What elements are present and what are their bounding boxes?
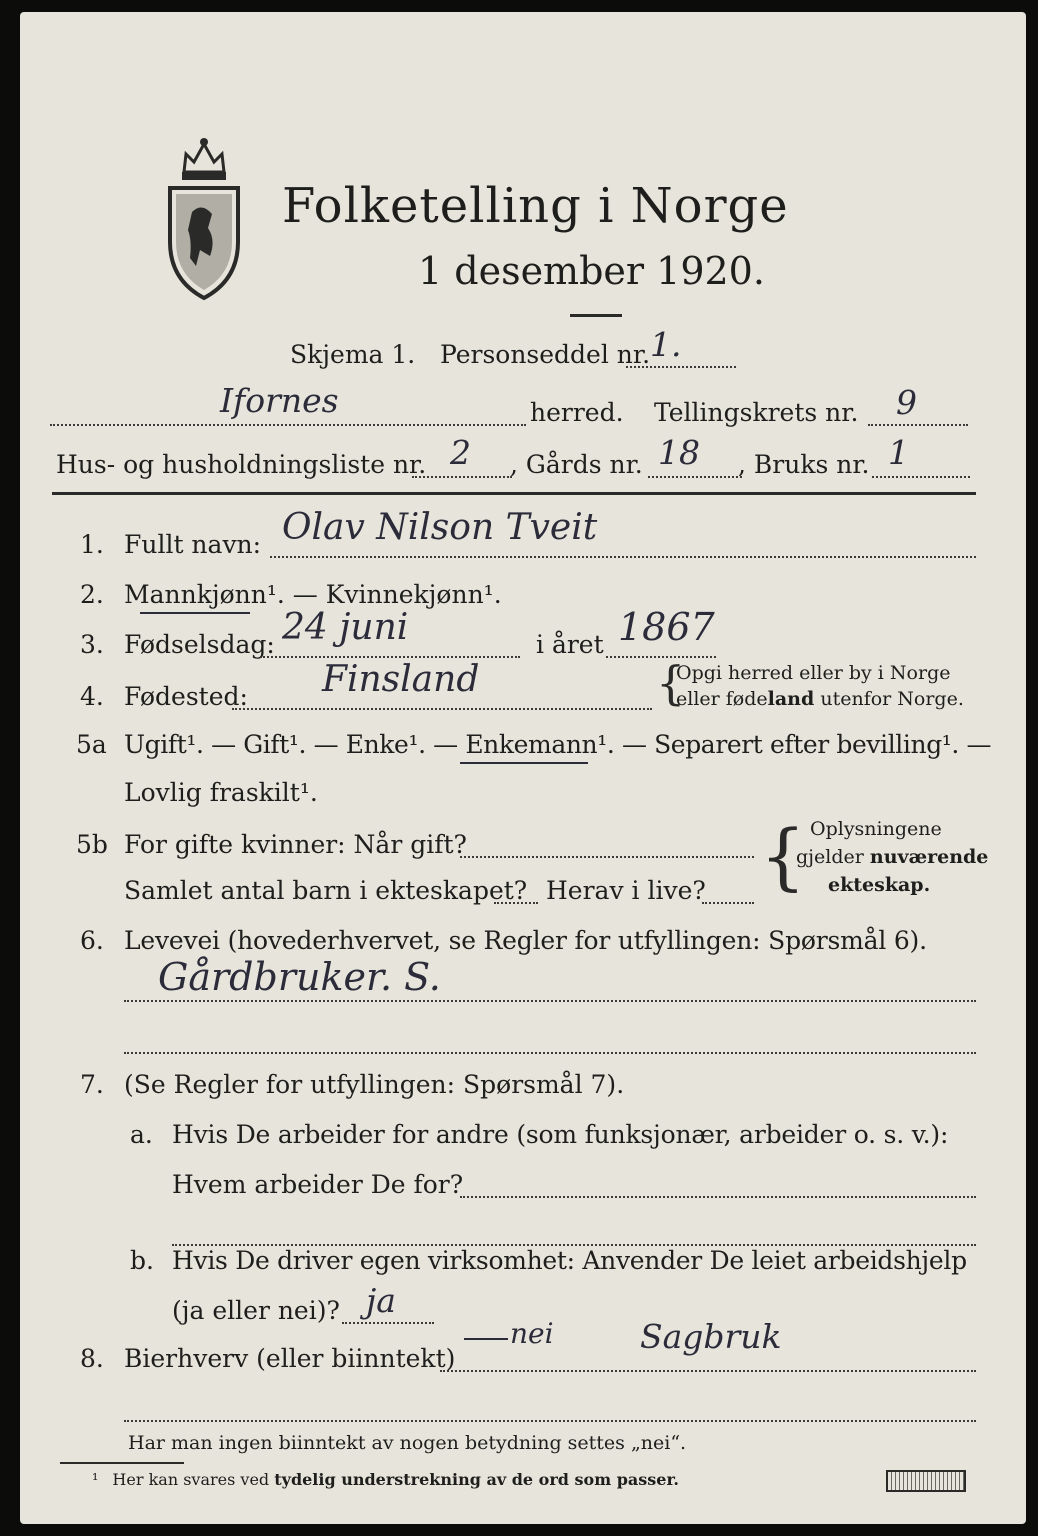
q7a-label-2: Hvem arbeider De for? — [172, 1170, 464, 1199]
q7a-line-1 — [460, 1196, 976, 1198]
q5b-alive-line — [702, 902, 754, 904]
q4-brace: { — [656, 656, 686, 710]
personseddel-value[interactable]: 1. — [650, 325, 682, 364]
q3-year-value[interactable]: 1867 — [618, 605, 715, 649]
q8-line — [440, 1370, 976, 1372]
q4-label: Fødested: — [124, 682, 248, 711]
q7b-line — [342, 1322, 434, 1324]
bottom-note: Har man ingen biinntekt av nogen betydning settes „nei“. — [128, 1432, 687, 1454]
q6-label: Levevei (hovederhvervet, se Regler for utfyllingen: Spørsmål 6). — [124, 926, 927, 955]
q3-label: Fødselsdag: — [124, 630, 275, 659]
q5b-note-line1: Oplysningene — [810, 818, 942, 840]
bruks-label: , Bruks nr. — [738, 450, 870, 479]
footnote-rule — [60, 1462, 184, 1464]
q7-label: (Se Regler for utfyllingen: Spørsmål 7). — [124, 1070, 625, 1099]
q8-value-1[interactable]: nei — [510, 1317, 554, 1350]
q5a-label: Ugift¹. — Gift¹. — Enke¹. — Enkemann¹. — Separert efter bevilling¹. — — [124, 730, 992, 759]
q8-value-2[interactable]: Sagbruk — [640, 1317, 782, 1356]
q8-line-2 — [124, 1420, 976, 1422]
q5b-note-line3: ekteskap. — [828, 874, 931, 896]
printer-stamp-icon — [886, 1470, 966, 1492]
q2-underline — [140, 612, 250, 614]
q7b-value[interactable]: ja — [366, 1281, 396, 1320]
q6-value[interactable]: Gårdbruker. S. — [158, 955, 441, 999]
q5b-brace: { — [760, 814, 806, 898]
q1-value[interactable]: Olav Nilson Tveit — [282, 507, 598, 548]
q7a-label: Hvis De arbeider for andre (som funksjonær, arbeider o. s. v.): — [172, 1120, 949, 1149]
q7b-label-2: (ja eller nei)? — [172, 1296, 340, 1325]
q7-number: 7. — [80, 1070, 104, 1099]
gards-value[interactable]: 18 — [658, 433, 700, 472]
q5b-when-line — [460, 856, 754, 858]
q4-number: 4. — [80, 682, 104, 711]
herred-label: herred. — [530, 398, 624, 427]
bruks-value[interactable]: 1 — [888, 433, 909, 472]
q8-number: 8. — [80, 1344, 104, 1373]
tellingskrets-label: Tellingskrets nr. — [654, 398, 859, 427]
personseddel-line — [626, 366, 736, 368]
q3-line — [260, 656, 520, 658]
census-form — [20, 12, 1026, 1524]
skjema-label: Skjema 1. — [290, 340, 416, 369]
census-date: 1 desember 1920. — [418, 249, 765, 293]
q7b-letter: b. — [130, 1246, 154, 1275]
q4-line — [232, 708, 652, 710]
gards-line — [648, 476, 742, 478]
title-divider — [570, 314, 622, 317]
q5b-number: 5b — [76, 830, 108, 859]
q1-line — [270, 556, 976, 558]
herred-line — [50, 424, 526, 426]
q5b-label: For gifte kvinner: Når gift? — [124, 830, 467, 859]
tellingskrets-value[interactable]: 9 — [896, 383, 917, 422]
q7b-label: Hvis De driver egen virksomhet: Anvender De leiet arbeidshjelp — [172, 1246, 967, 1275]
q5b-label-2: Samlet antal barn i ekteskapet? — [124, 876, 528, 905]
footnote: ¹ Her kan svares ved tydelig understrekning av de ord som passer. — [92, 1470, 679, 1489]
header-rule — [52, 492, 976, 495]
bruks-line — [872, 476, 970, 478]
q2-label: Mannkjønn¹. — Kvinnekjønn¹. — [124, 580, 502, 609]
q1-label: Fullt navn: — [124, 530, 262, 559]
q4-note-line1: Opgi herred eller by i Norge — [676, 662, 951, 684]
hus-label: Hus- og husholdningsliste nr. — [56, 450, 427, 479]
personseddel-label: Personseddel nr. — [440, 340, 651, 369]
page-title: Folketelling i Norge — [282, 178, 789, 234]
q4-note-line2: eller fødeland utenfor Norge. — [676, 688, 964, 710]
q4-value[interactable]: Finsland — [322, 659, 480, 700]
q5b-label-3: Herav i live? — [546, 876, 706, 905]
tellingskrets-line — [868, 424, 968, 426]
q6-line-1 — [124, 1000, 976, 1002]
q8-dash — [464, 1338, 508, 1340]
q3-year-label: i året — [536, 630, 604, 659]
q3-value[interactable]: 24 juni — [282, 607, 409, 648]
q5a-underline — [460, 762, 588, 764]
q6-line-2 — [124, 1052, 976, 1054]
hus-line — [412, 476, 512, 478]
q3-number: 3. — [80, 630, 104, 659]
q2-number: 2. — [80, 580, 104, 609]
q6-number: 6. — [80, 926, 104, 955]
q8-label: Bierhverv (eller biinntekt) — [124, 1344, 456, 1373]
q5a-label-2: Lovlig fraskilt¹. — [124, 778, 318, 807]
coat-of-arms-icon — [162, 132, 246, 302]
gards-label: , Gårds nr. — [510, 450, 643, 479]
herred-value[interactable]: Ifornes — [220, 381, 339, 420]
footnote-mark: ¹ — [92, 1470, 99, 1489]
q5a-number: 5a — [76, 730, 107, 759]
q1-number: 1. — [80, 530, 104, 559]
q5b-children-line — [494, 902, 538, 904]
q5b-note-line2: gjelder nuværende — [796, 846, 989, 868]
hus-value[interactable]: 2 — [450, 433, 471, 472]
q7a-letter: a. — [130, 1120, 153, 1149]
